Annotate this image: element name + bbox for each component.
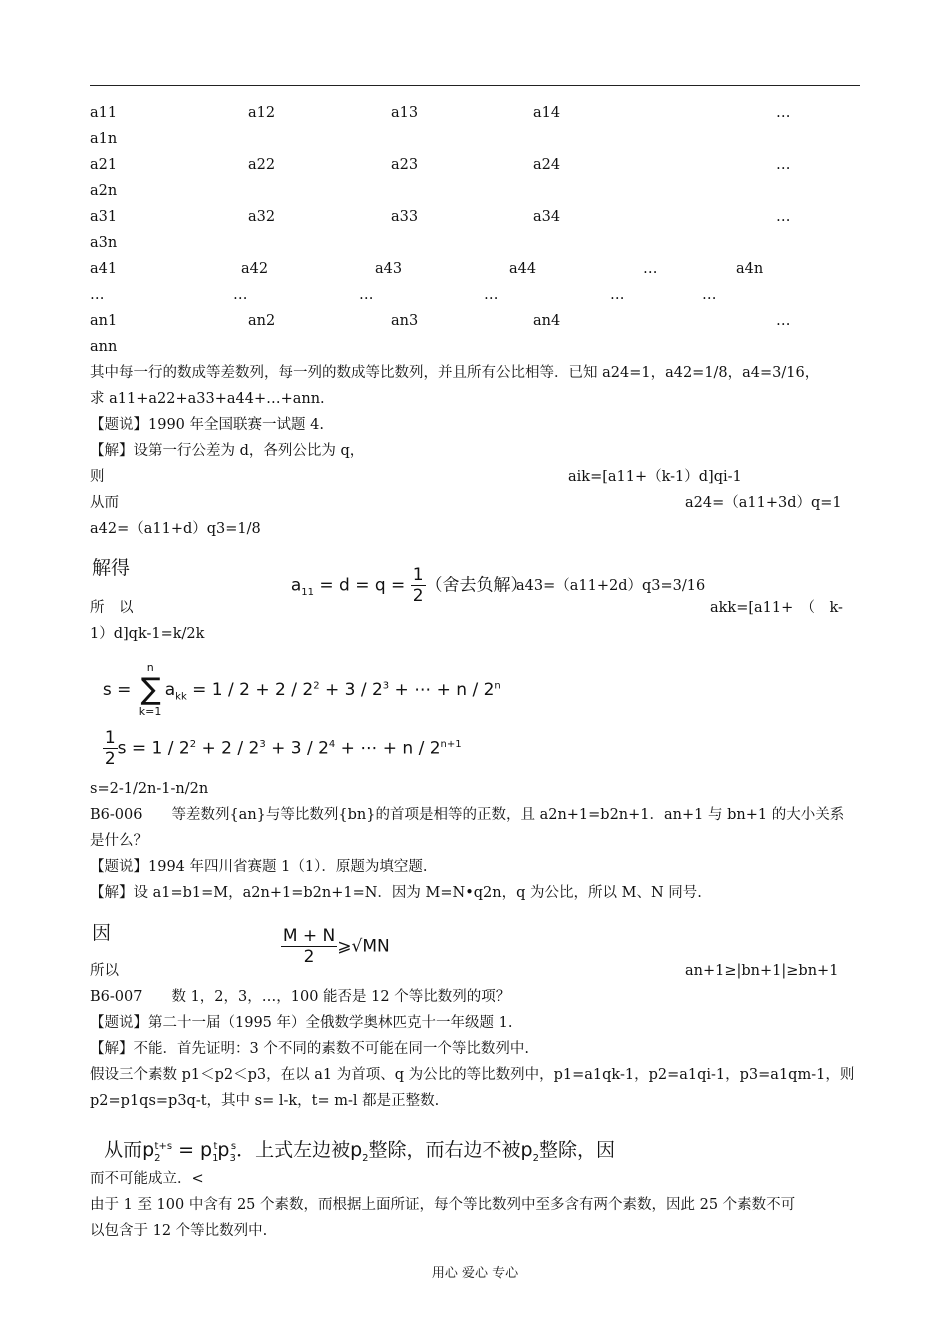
solution-text: 而不可能成立．<: [90, 1171, 204, 1187]
formula: 1）d]qk-1=k/2k: [90, 626, 205, 642]
problem-text: B6-007 数 1，2，3，…，100 能否是 12 个等比数列的项？: [90, 989, 511, 1005]
formula: akk=[a11+ （ k-: [710, 600, 843, 616]
solution-text: 【解】设 a1=b1=M，a2n+1=b2n+1=N．因为 M=N•q2n，q 为公比，所以 M、N 同号.: [90, 885, 702, 901]
problem-text: 求 a11+a22+a33+a44+…+ann.: [90, 391, 325, 407]
formula-divisibility: 从而$p_2^{t+s} = p_1^tp_3^s$．上式左边被$p_2$整除，而右边不被$p_2$整除，因: [104, 1139, 615, 1164]
formula: a42=（a11+d）q3=1/8: [90, 521, 261, 537]
problem-text: 是什么？: [90, 833, 148, 849]
matrix-cell: a32: [248, 209, 276, 225]
problem-text: B6-006 等差数列{an}与等比数列{bn}的首项是相等的正数，且 a2n+1=b2n+1．an+1 与 bn+1 的大小关系: [90, 807, 845, 823]
matrix-ellipsis: …: [776, 209, 791, 225]
matrix-cell: an3: [391, 313, 419, 329]
matrix-cell: a2n: [90, 183, 118, 199]
matrix-cell: a13: [391, 105, 419, 121]
formula-amgm: $\frac{M + N}{2}$ ⩾√MN: [282, 926, 390, 967]
matrix-ellipsis: …: [90, 287, 105, 303]
source-note: 【题说】1994 年四川省赛题 1（1）．原题为填空题.: [90, 859, 428, 875]
matrix-cell: a42: [241, 261, 269, 277]
formula-solution: $a_{11} = d = q$ = $\frac{1}{2}$ （舍去负解）: [290, 565, 528, 606]
header-rule: [90, 85, 860, 86]
source-note: 【题说】1990 年全国联赛一试题 4.: [90, 417, 324, 433]
matrix-cell: an2: [248, 313, 276, 329]
matrix-cell: a12: [248, 105, 276, 121]
matrix-ellipsis: …: [233, 287, 248, 303]
formula: s=2-1/2n-1-n/2n: [90, 781, 209, 797]
solution-text: p2=p1qs=p3q-t，其中 s= l-k，t= m-l 都是正整数.: [90, 1093, 440, 1109]
solution-text: 由于 1 至 100 中含有 25 个素数，而根据上面所证，每个等比数列中至多含有两个素数，因此 25 个素数不可: [90, 1197, 796, 1213]
solution-text: 则: [90, 469, 105, 485]
matrix-cell: a4n: [736, 261, 764, 277]
solution-text: 从而: [90, 495, 119, 511]
formula: a43=（a11+2d）q3=3/16: [516, 578, 706, 594]
matrix-cell: a24: [533, 157, 561, 173]
matrix-cell: a1n: [90, 131, 118, 147]
source-note: 【题说】第二十一届（1995 年）全俄数学奥林匹克十一年级题 1.: [90, 1015, 513, 1031]
matrix-ellipsis: …: [702, 287, 717, 303]
matrix-cell: a3n: [90, 235, 118, 251]
solution-text: 所以: [90, 963, 119, 979]
matrix-ellipsis: …: [484, 287, 499, 303]
solution-label: 解得: [92, 557, 131, 579]
matrix-cell: a22: [248, 157, 276, 173]
page-footer: 用心 爱心 专心: [431, 1266, 519, 1281]
matrix-cell: a14: [533, 105, 561, 121]
solution-text: 【解】设第一行公差为 d，各列公比为 q，: [90, 443, 365, 459]
solution-label: 因: [92, 922, 112, 944]
matrix-ellipsis: …: [610, 287, 625, 303]
matrix-ellipsis: …: [776, 105, 791, 121]
formula-sum: s = n ∑ k=1 $a_{kk} = 1 / 2 + 2 / 2^2 + 3 / 2^3$ + ⋯ + n / 2$^n$: [102, 661, 501, 718]
matrix-cell: a11: [90, 105, 118, 121]
matrix-cell: a23: [391, 157, 419, 173]
matrix-cell: a21: [90, 157, 118, 173]
matrix-ellipsis: …: [776, 157, 791, 173]
matrix-cell: a34: [533, 209, 561, 225]
matrix-cell: a33: [391, 209, 419, 225]
matrix-cell: a41: [90, 261, 118, 277]
solution-text: 以包含于 12 个等比数列中.: [90, 1223, 268, 1239]
matrix-cell: a43: [375, 261, 403, 277]
matrix-cell: a44: [509, 261, 537, 277]
formula-half-sum: $\frac{1}{2}$ $s = 1 / 2^2 + 2 / 2^3 + 3 / 2^4$ + ⋯ + n / $2^{n+1}$: [104, 728, 462, 769]
matrix-cell: an1: [90, 313, 118, 329]
formula: aik=[a11+（k-1）d]qi-1: [568, 469, 742, 485]
matrix-cell: a31: [90, 209, 118, 225]
matrix-ellipsis: …: [776, 313, 791, 329]
solution-text: 假设三个素数 p1＜p2＜p3，在以 a1 为首项、q 为公比的等比数列中，p1=a1qk-1，p2=a1qi-1，p3=a1qm-1，则: [90, 1067, 855, 1083]
matrix-ellipsis: …: [643, 261, 658, 277]
solution-text: 所 以: [90, 600, 134, 616]
formula: a24=（a11+3d）q=1: [685, 495, 842, 511]
matrix-cell: an4: [533, 313, 561, 329]
solution-text: 【解】不能．首先证明：3 个不同的素数不可能在同一个等比数列中.: [90, 1041, 529, 1057]
formula: an+1≥|bn+1|≥bn+1: [685, 963, 839, 979]
matrix-ellipsis: …: [359, 287, 374, 303]
problem-text: 其中每一行的数成等差数列，每一列的数成等比数列，并且所有公比相等．已知 a24=1，a42=1/8，a4=3/16，: [90, 365, 820, 381]
matrix-cell: ann: [90, 339, 118, 355]
